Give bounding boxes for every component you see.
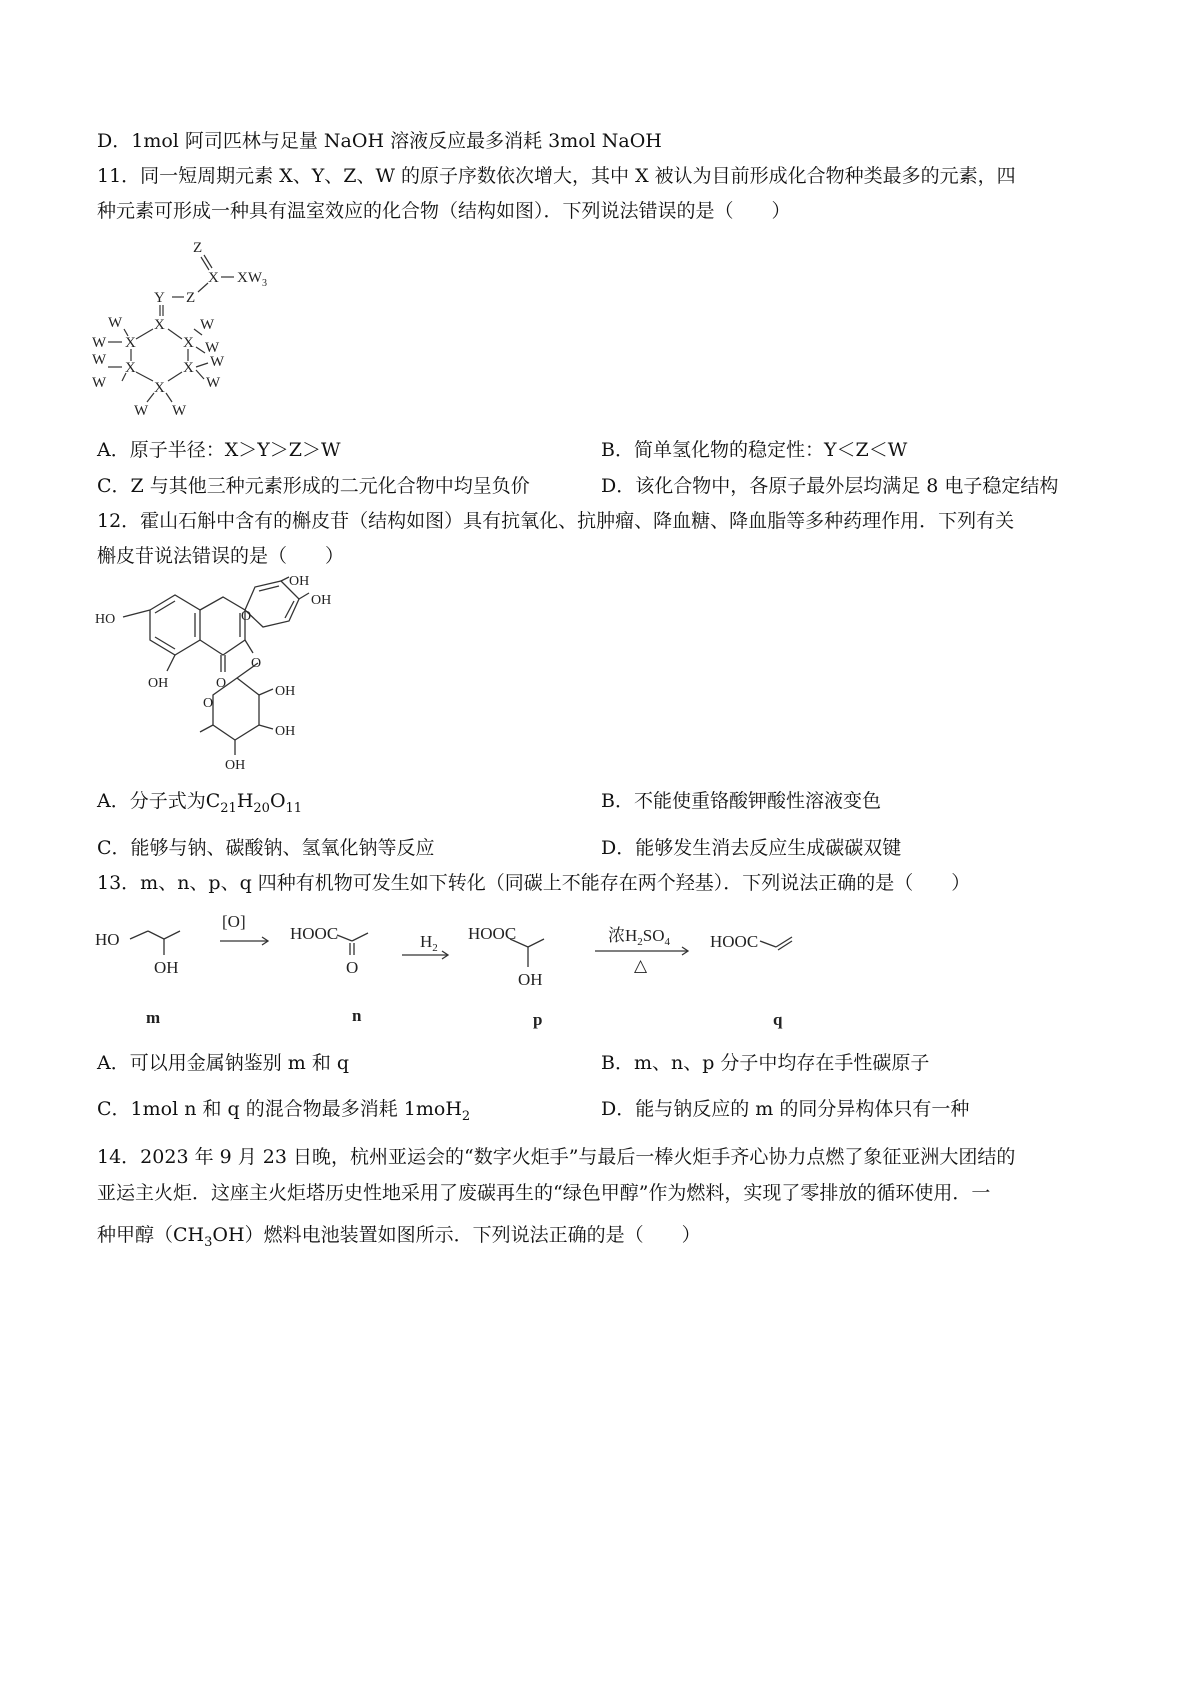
q11-w: W — [205, 340, 220, 356]
q13-stem: 13．m、n、p、q 四种有机物可发生如下转化（同碳上不能存在两个羟基）．下列说法正确的是（ ） — [97, 872, 971, 894]
q12-sugar-o: O — [203, 696, 214, 711]
q12-option-c: C．能够与钠、碳酸钠、氢氧化钠等反应 — [97, 837, 435, 859]
q11-w: W — [172, 403, 187, 419]
q13-label-q: q — [773, 1010, 783, 1029]
q11-option-c: C．Z 与其他三种元素形成的二元化合物中均呈负价 — [97, 475, 530, 497]
q11-ring-x3: X — [183, 335, 194, 351]
q11-atom-xw3: $XW_3$ — [237, 270, 267, 289]
q12-carbonyl-o: O — [216, 676, 227, 691]
q11-ring-x4: X — [125, 360, 136, 376]
q11-option-d: D．该化合物中，各原子最外层均满足 8 电子稳定结构 — [601, 475, 1059, 497]
q11-stem-line2: 种元素可形成一种具有温室效应的化合物（结构如图）．下列说法错误的是（ ） — [97, 200, 791, 222]
q14-stem-line2: 亚运主火炬．这座主火炬塔历史性地采用了废碳再生的“绿色甲醇”作为燃料，实现了零排放的循环使用．一 — [97, 1182, 991, 1204]
q11-atom-z-top: Z — [193, 240, 203, 256]
q12-ether-o: O — [251, 656, 262, 671]
q13-h2-label: $H_2$ — [420, 932, 438, 954]
q13-acid-label: 浓$H_2SO_4$ — [608, 926, 671, 948]
q12-stem-line2: 槲皮苷说法错误的是（ ） — [97, 545, 345, 567]
q14-stem-line3: 种甲醇$(CH_3OH)$燃料电池装置如图所示．下列说法正确的是（ ） — [97, 1224, 701, 1250]
q12-quercitrin-structure — [95, 575, 355, 775]
q11-atom-x-top: X — [208, 270, 219, 286]
q13-heat-label: △ — [634, 956, 648, 975]
q11-option-b: B．简单氢化物的稳定性：Y＜Z＜W — [601, 439, 908, 461]
q14-stem-line1: 14．2023 年 9 月 23 日晚，杭州亚运会的“数字火炬手”与最后一棒火炬手齐心协力点燃了象征亚洲大团结的 — [97, 1146, 1016, 1168]
q13-option-b: B．m、n、p 分子中均存在手性碳原子 — [601, 1052, 930, 1074]
q13-oxidation-label: [O] — [222, 912, 246, 931]
q13-p-hooc: HOOC — [468, 924, 517, 943]
q11-w: W — [200, 317, 215, 333]
q13-label-p: p — [533, 1010, 543, 1029]
q11-atom-z-mid: Z — [186, 290, 196, 306]
q11-ring-x5: X — [183, 360, 194, 376]
q12-option-b: B．不能使重铬酸钾酸性溶液变色 — [601, 790, 881, 812]
q11-w: W — [206, 375, 221, 391]
q11-structure-diagram — [90, 235, 290, 420]
q12-sugar-oh3: OH — [225, 758, 246, 773]
q11-ring-x6: X — [154, 380, 165, 396]
q12-oh-bottom: OH — [148, 676, 169, 691]
q13-n-o: O — [346, 958, 359, 977]
q11-ring-x2: X — [125, 335, 136, 351]
q11-option-a: A．原子半径：X＞Y＞Z＞W — [97, 439, 341, 461]
q13-m-ho: HO — [95, 930, 120, 949]
q12-option-d: D．能够发生消去反应生成碳碳双键 — [601, 837, 902, 859]
q12-ring-o: O — [241, 609, 252, 624]
q12-option-a: A．分子式为$C_{21}H_{20}O_{11}$ — [97, 790, 303, 816]
q12-ho-left: HO — [95, 612, 116, 627]
q13-option-d: D．能与钠反应的 m 的同分异构体只有一种 — [601, 1098, 970, 1120]
q13-q-hooc: HOOC — [710, 932, 759, 951]
q13-option-c: C．1mol n 和 q 的混合物最多消耗 1moH$_2$ — [97, 1098, 471, 1124]
q12-oh-right: OH — [311, 593, 332, 608]
q12-sugar-oh2: OH — [275, 724, 296, 739]
q13-m-oh: OH — [154, 958, 179, 977]
q13-n-hooc: HOOC — [290, 924, 339, 943]
q11-w: W — [108, 315, 123, 331]
q13-label-n: n — [352, 1006, 362, 1025]
q11-w: W — [134, 403, 149, 419]
q13-p-oh: OH — [518, 970, 543, 989]
q11-w: W — [92, 335, 107, 351]
q11-ring-x1: X — [154, 317, 165, 333]
q11-atom-y: Y — [154, 290, 165, 306]
q11-stem-line1: 11．同一短周期元素 X、Y、Z、W 的原子序数依次增大，其中 X 被认为目前形成化合物种类最多的元素，四 — [97, 165, 1016, 187]
q10-option-d: D．1mol 阿司匹林与足量 NaOH 溶液反应最多消耗 3mol NaOH — [97, 130, 662, 152]
q12-oh-top: OH — [289, 575, 310, 589]
q11-w: W — [92, 352, 107, 368]
q12-sugar-oh1: OH — [275, 684, 296, 699]
q13-label-m: m — [146, 1008, 161, 1027]
q11-w: W — [210, 354, 225, 370]
q12-stem-line1: 12．霍山石斛中含有的槲皮苷（结构如图）具有抗氧化、抗肿瘤、降血糖、降血脂等多种药理作用．下列有关 — [97, 510, 1015, 532]
q13-option-a: A．可以用金属钠鉴别 m 和 q — [97, 1052, 350, 1074]
q11-w: W — [92, 375, 107, 391]
q13-reaction-scheme — [90, 905, 850, 1035]
